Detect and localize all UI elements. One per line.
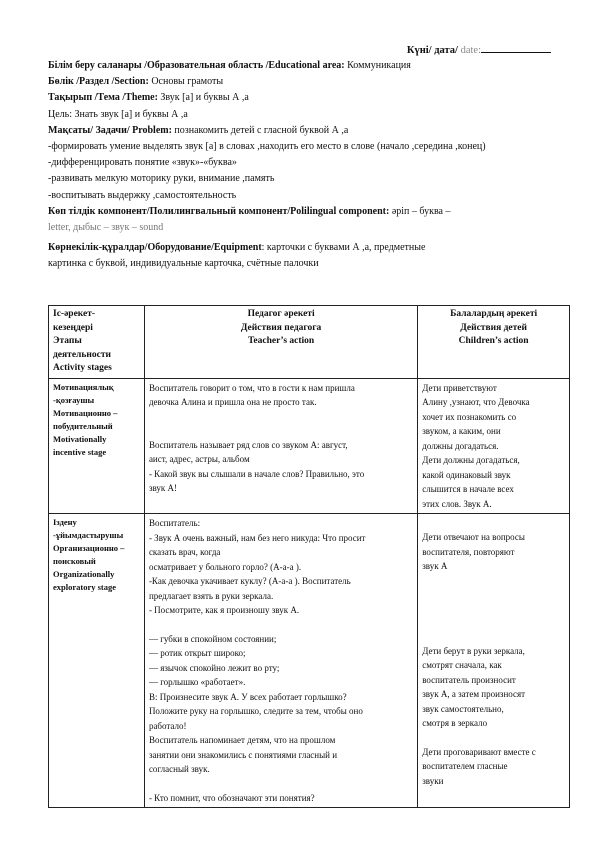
header-stages-line: деятельности	[53, 349, 111, 360]
stage-line: incentive stage	[53, 446, 107, 457]
table-row	[49, 514, 570, 808]
children-line: этих слов. Звук А.	[422, 498, 492, 509]
task-2: -дифференцировать понятие «звук»-«буква»	[48, 157, 237, 169]
stage-line: Мотивационно –	[53, 407, 118, 418]
equipment-label: Көрнекілік-құралдар/Оборудование/Equipment	[48, 242, 262, 254]
stage-line: побудительный	[53, 420, 113, 431]
teacher-line: осматривает у больного горло? (А-а-а ).	[148, 561, 302, 572]
header-teacher-line: Teacher’s action	[247, 336, 315, 346]
teacher-line: - Какой звук вы слышали в начале слов? Правильно, это	[148, 468, 365, 479]
children-cell	[418, 514, 570, 808]
stage-cell	[49, 514, 145, 808]
stage-line: -қозғаушы	[53, 394, 95, 405]
children-line: Дети берут в руки зеркала,	[422, 645, 525, 656]
children-line: Дети приветствуют	[422, 382, 497, 393]
teacher-line: аист, адрес, астры, альбом	[148, 454, 250, 464]
teacher-line: сказать врач, когда	[148, 547, 221, 557]
children-line: воспитатель произносит	[422, 674, 516, 685]
activity-table	[48, 305, 570, 808]
goal-line: Цель: Знать звук [а] и буквы А ,а	[48, 108, 188, 120]
date-blank	[481, 42, 551, 53]
teacher-line: - Посмотрите, как я произношу звук А.	[148, 605, 300, 615]
table-row	[49, 378, 570, 514]
children-line: должны догадаться.	[422, 440, 499, 451]
stage-line: -ұйымдастырушы	[53, 530, 124, 540]
table-header-row	[49, 306, 570, 379]
lang-label: Көп тілдік компонент/Полилингвальный компонент/Polilingual component:	[48, 205, 390, 217]
children-line: слышится в начале всех	[422, 484, 514, 494]
children-line: звуком, а каким, они	[422, 426, 501, 436]
stage-line: Мотивациялық	[53, 381, 114, 392]
header-stages	[49, 306, 145, 379]
teacher-line: предлагает взять в руки зеркала.	[148, 590, 274, 601]
teacher-line: - Звук А очень важный, нам без него никуда: Что просит	[148, 532, 366, 543]
header-stages-line: Activity stages	[53, 363, 112, 373]
stage-line: Motivationally	[53, 433, 107, 444]
header-children	[418, 306, 570, 379]
children-line: звуки	[422, 775, 444, 786]
theme-value: Звук [а] и буквы А ,а	[160, 92, 249, 104]
children-line: воспитателем гласные	[422, 761, 508, 771]
equipment-value-2: картинка с буквой, индивидуальные карточка, счётные палочки	[48, 258, 319, 270]
children-line: смотря в зеркало	[422, 718, 488, 728]
teacher-line: звук А!	[148, 483, 178, 493]
area-value: Коммуникация	[347, 60, 411, 71]
children-line: Дети проговаривают вместе с	[422, 746, 536, 757]
header-teacher-line: Действия педагога	[240, 322, 322, 333]
children-line: воспитателя, повторяют	[422, 546, 515, 557]
date-line	[407, 42, 551, 56]
teacher-line: В: Произнесите звук А. У всех работает горлышко?	[148, 691, 347, 702]
theme-label: Тақырып /Тема /Theme:	[48, 92, 158, 104]
teacher-line: — ротик открыт широко;	[148, 648, 246, 658]
teacher-line: — губки в спокойном состоянии;	[148, 633, 277, 644]
teacher-line: — язычок спокойно лежит во рту;	[148, 662, 280, 673]
stage-line: Организационно –	[53, 543, 125, 553]
teacher-line: работало!	[148, 720, 187, 731]
lang-value-2: letter, дыбыс – звук – sound	[48, 222, 164, 234]
section-label: Бөлік /Раздел /Section:	[48, 76, 149, 88]
task-1: -формировать умение выделять звук [а] в словах ,находить его место в слове (начало ,середина ,конец)	[48, 141, 486, 153]
teacher-line: Положите руку на горлышко, следите за тем, чтобы оно	[148, 706, 363, 716]
children-line: какой одинаковый звук	[422, 469, 511, 480]
date-label: Күні/ дата/	[406, 45, 458, 56]
header-stages-line: Іс-әрекет-	[53, 309, 96, 319]
task-3: -развивать мелкую моторику руки, внимание ,память	[48, 173, 275, 185]
children-cell	[418, 378, 570, 514]
children-line: звук самостоятельно,	[422, 703, 504, 714]
header-children-line: Действия детей	[460, 322, 527, 333]
lang-value: әріп – буква –	[391, 205, 451, 217]
teacher-line: — горлышко «работает».	[148, 677, 246, 687]
teacher-line: - Кто помнит, что обозначают эти понятия?	[148, 792, 315, 803]
children-line: Дети должны догадаться,	[422, 455, 520, 465]
teacher-line: Воспитатель говорит о том, что в гости к нам пришла	[148, 382, 355, 393]
teacher-line: -Как девочка укачивает куклу? (А-а-а ). Воспитатель	[148, 576, 351, 586]
section-value: Основы грамоты	[151, 76, 224, 88]
teacher-line: Воспитатель:	[148, 518, 201, 528]
header-children-line: Children’s action	[458, 336, 529, 346]
children-line: хочет их познакомить со	[422, 411, 517, 422]
teacher-line: Воспитатель называет ряд слов со звуком А: август,	[148, 439, 348, 450]
children-line: Дети отвечают на вопросы	[422, 532, 525, 542]
task-4: -воспитывать выдержку ,самостоятельность	[48, 189, 237, 201]
header-teacher	[144, 306, 417, 379]
children-line: смотрят сначала, как	[422, 660, 502, 670]
teacher-cell	[144, 514, 417, 808]
equipment-value: : карточки с буквами А ,а, предметные	[261, 242, 426, 254]
header-stages-line: Этапы	[53, 336, 82, 346]
teacher-line: Воспитатель напоминает детям, что на прошлом	[148, 735, 336, 745]
header-children-line: Балалардың әрекеті	[450, 309, 538, 319]
header-stages-line: кезеңдері	[53, 322, 93, 333]
stage-cell	[49, 378, 145, 514]
tasks-label: Мақсаты/ Задачи/ Problem:	[48, 124, 172, 136]
header-teacher-line: Педагог әрекеті	[247, 309, 315, 319]
teacher-cell	[144, 378, 417, 514]
children-line: Алину ,узнают, что Девочка	[422, 397, 530, 407]
area-label: Білім беру саланары /Образовательная область /Educational area:	[48, 60, 345, 71]
teacher-line: согласный звук.	[148, 764, 210, 774]
children-line: звук А	[422, 561, 448, 571]
teacher-line: занятии они знакомились с понятиями гласный и	[148, 749, 338, 760]
lesson-info	[48, 58, 554, 273]
stage-line: exploratory stage	[53, 582, 117, 592]
stage-line: Organizationally	[53, 569, 115, 579]
stage-line: поисковый	[53, 556, 96, 566]
stage-line: Іздену	[53, 517, 77, 527]
tasks-value: познакомить детей с гласной буквой А ,а	[174, 124, 349, 136]
date-word: date:	[460, 45, 481, 56]
children-line: звук А, а затем произносят	[422, 689, 526, 699]
teacher-line: девочка Алина и пришла она не просто так.	[148, 397, 317, 407]
